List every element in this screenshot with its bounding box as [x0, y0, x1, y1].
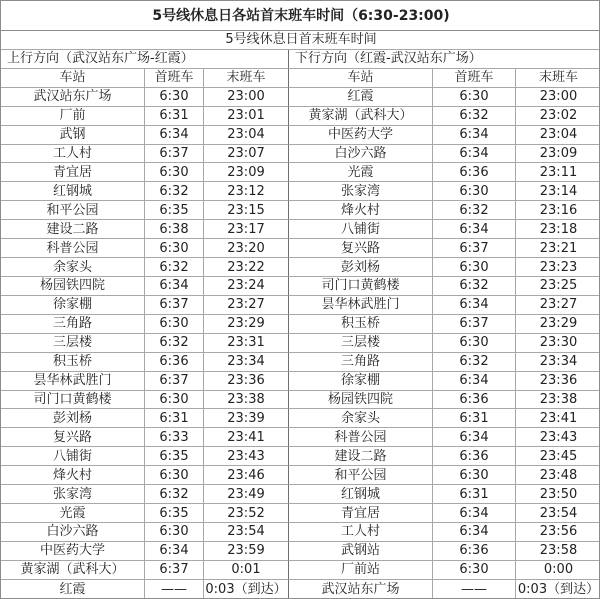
up-station-cell: 张家湾 [1, 485, 145, 504]
up-station-cell: 武钢 [1, 126, 145, 145]
down-station-cell: 光霞 [289, 163, 433, 182]
up-first-train-cell: 6:30 [145, 239, 204, 258]
down-station-cell: 徐家棚 [289, 372, 433, 391]
down-first-train-cell: 6:36 [433, 163, 516, 182]
up-station-header: 车站 [1, 69, 145, 88]
up-station-cell: 和平公园 [1, 201, 145, 220]
down-station-cell: 红霞 [289, 88, 433, 107]
up-first-train-cell: —— [145, 580, 204, 599]
up-first-train-cell: 6:32 [145, 182, 204, 201]
down-last-train-cell: 23:25 [516, 277, 600, 296]
up-last-train-cell: 23:04 [204, 126, 289, 145]
up-first-train-cell: 6:30 [145, 163, 204, 182]
up-station-cell: 工人村 [1, 145, 145, 164]
up-station-cell: 厂前 [1, 107, 145, 126]
down-last-train-cell: 23:54 [516, 504, 600, 523]
down-first-train-cell: 6:34 [433, 220, 516, 239]
up-station-cell: 青宜居 [1, 163, 145, 182]
down-station-cell: 八铺街 [289, 220, 433, 239]
up-first-train-cell: 6:32 [145, 258, 204, 277]
down-last-train-cell: 23:58 [516, 542, 600, 561]
up-last-train-header: 末班车 [204, 69, 289, 88]
table-subtitle: 5号线休息日首末班车时间 [1, 31, 600, 50]
up-first-train-cell: 6:30 [145, 88, 204, 107]
down-first-train-cell: 6:34 [433, 126, 516, 145]
up-last-train-cell: 23:01 [204, 107, 289, 126]
up-station-cell: 建设二路 [1, 220, 145, 239]
down-first-train-cell: —— [433, 580, 516, 599]
down-last-train-cell: 23:21 [516, 239, 600, 258]
up-station-cell: 中医药大学 [1, 542, 145, 561]
down-station-cell: 和平公园 [289, 466, 433, 485]
up-first-train-cell: 6:35 [145, 201, 204, 220]
down-last-train-cell: 23:48 [516, 466, 600, 485]
down-first-train-cell: 6:32 [433, 201, 516, 220]
down-last-train-cell: 23:23 [516, 258, 600, 277]
down-first-train-cell: 6:36 [433, 391, 516, 410]
down-last-train-cell: 23:16 [516, 201, 600, 220]
down-first-train-cell: 6:31 [433, 409, 516, 428]
down-last-train-cell: 23:04 [516, 126, 600, 145]
up-last-train-cell: 23:17 [204, 220, 289, 239]
down-first-train-cell: 6:32 [433, 277, 516, 296]
down-station-cell: 彭刘杨 [289, 258, 433, 277]
down-last-train-cell: 23:45 [516, 447, 600, 466]
up-station-cell: 黄家湖（武科大） [1, 561, 145, 580]
down-station-cell: 黄家湖（武科大） [289, 107, 433, 126]
down-last-train-cell: 23:41 [516, 409, 600, 428]
down-first-train-cell: 6:32 [433, 353, 516, 372]
up-last-train-cell: 23:20 [204, 239, 289, 258]
down-last-train-cell: 23:50 [516, 485, 600, 504]
down-last-train-cell: 23:38 [516, 391, 600, 410]
down-station-cell: 杨园铁四院 [289, 391, 433, 410]
up-last-train-cell: 23:49 [204, 485, 289, 504]
down-first-train-cell: 6:31 [433, 485, 516, 504]
down-station-cell: 烽火村 [289, 201, 433, 220]
up-station-cell: 八铺街 [1, 447, 145, 466]
down-station-cell: 青宜居 [289, 504, 433, 523]
down-last-train-cell: 23:18 [516, 220, 600, 239]
up-station-cell: 白沙六路 [1, 523, 145, 542]
down-last-train-cell: 23:14 [516, 182, 600, 201]
up-last-train-cell: 23:54 [204, 523, 289, 542]
down-station-cell: 工人村 [289, 523, 433, 542]
up-station-cell: 杨园铁四院 [1, 277, 145, 296]
up-station-cell: 司门口黄鹤楼 [1, 391, 145, 410]
up-first-train-cell: 6:30 [145, 391, 204, 410]
up-first-train-cell: 6:30 [145, 523, 204, 542]
up-first-train-cell: 6:32 [145, 334, 204, 353]
down-last-train-cell: 23:27 [516, 296, 600, 315]
up-first-train-cell: 6:30 [145, 466, 204, 485]
up-station-cell: 三角路 [1, 315, 145, 334]
down-station-cell: 余家头 [289, 409, 433, 428]
down-first-train-cell: 6:32 [433, 107, 516, 126]
up-first-train-header: 首班车 [145, 69, 204, 88]
up-first-train-cell: 6:37 [145, 145, 204, 164]
up-first-train-cell: 6:30 [145, 315, 204, 334]
down-last-train-cell: 23:09 [516, 145, 600, 164]
down-last-train-cell: 0:00 [516, 561, 600, 580]
up-first-train-cell: 6:32 [145, 485, 204, 504]
up-last-train-cell: 23:59 [204, 542, 289, 561]
down-first-train-cell: 6:30 [433, 334, 516, 353]
down-first-train-cell: 6:30 [433, 182, 516, 201]
up-station-cell: 余家头 [1, 258, 145, 277]
down-station-cell: 科普公园 [289, 428, 433, 447]
up-last-train-cell: 23:09 [204, 163, 289, 182]
up-first-train-cell: 6:35 [145, 447, 204, 466]
up-last-train-cell: 23:39 [204, 409, 289, 428]
up-station-cell: 红钢城 [1, 182, 145, 201]
down-first-train-header: 首班车 [433, 69, 516, 88]
up-last-train-cell: 23:24 [204, 277, 289, 296]
down-station-cell: 积玉桥 [289, 315, 433, 334]
up-last-train-cell: 23:29 [204, 315, 289, 334]
up-last-train-cell: 23:27 [204, 296, 289, 315]
down-station-cell: 建设二路 [289, 447, 433, 466]
up-station-cell: 武汉站东广场 [1, 88, 145, 107]
up-first-train-cell: 6:38 [145, 220, 204, 239]
down-first-train-cell: 6:34 [433, 296, 516, 315]
down-station-cell: 白沙六路 [289, 145, 433, 164]
down-station-cell: 三角路 [289, 353, 433, 372]
down-last-train-cell: 23:02 [516, 107, 600, 126]
up-first-train-cell: 6:37 [145, 561, 204, 580]
down-first-train-cell: 6:34 [433, 428, 516, 447]
down-first-train-cell: 6:30 [433, 466, 516, 485]
down-first-train-cell: 6:30 [433, 88, 516, 107]
up-last-train-cell: 23:38 [204, 391, 289, 410]
up-station-cell: 光霞 [1, 504, 145, 523]
up-first-train-cell: 6:37 [145, 372, 204, 391]
up-first-train-cell: 6:34 [145, 277, 204, 296]
down-first-train-cell: 6:34 [433, 523, 516, 542]
down-station-cell: 三层楼 [289, 334, 433, 353]
up-station-cell: 昙华林武胜门 [1, 372, 145, 391]
down-station-cell: 武钢站 [289, 542, 433, 561]
up-last-train-cell: 23:22 [204, 258, 289, 277]
down-last-train-cell: 23:56 [516, 523, 600, 542]
down-first-train-cell: 6:36 [433, 447, 516, 466]
down-station-cell: 厂前站 [289, 561, 433, 580]
up-direction-header: 上行方向（武汉站东广场-红霞） [1, 50, 289, 69]
up-first-train-cell: 6:36 [145, 353, 204, 372]
up-last-train-cell: 23:00 [204, 88, 289, 107]
down-station-cell: 中医药大学 [289, 126, 433, 145]
up-station-cell: 积玉桥 [1, 353, 145, 372]
up-last-train-cell: 23:41 [204, 428, 289, 447]
up-last-train-cell: 23:07 [204, 145, 289, 164]
down-first-train-cell: 6:37 [433, 239, 516, 258]
table-title: 5号线休息日各站首末班车时间（6:30-23:00) [1, 1, 600, 31]
down-first-train-cell: 6:36 [433, 542, 516, 561]
down-last-train-cell: 23:00 [516, 88, 600, 107]
up-last-train-cell: 23:34 [204, 353, 289, 372]
up-last-train-cell: 23:43 [204, 447, 289, 466]
down-station-cell: 司门口黄鹤楼 [289, 277, 433, 296]
down-station-cell: 昙华林武胜门 [289, 296, 433, 315]
up-station-cell: 三层楼 [1, 334, 145, 353]
up-station-cell: 烽火村 [1, 466, 145, 485]
down-direction-header: 下行方向（红霞-武汉站东广场） [289, 50, 600, 69]
up-station-cell: 科普公园 [1, 239, 145, 258]
down-station-cell: 武汉站东广场 [289, 580, 433, 599]
down-first-train-cell: 6:34 [433, 504, 516, 523]
down-station-cell: 红钢城 [289, 485, 433, 504]
down-first-train-cell: 6:30 [433, 258, 516, 277]
down-last-train-cell: 23:36 [516, 372, 600, 391]
up-first-train-cell: 6:35 [145, 504, 204, 523]
up-first-train-cell: 6:33 [145, 428, 204, 447]
up-station-cell: 复兴路 [1, 428, 145, 447]
down-last-train-cell: 23:34 [516, 353, 600, 372]
up-station-cell: 彭刘杨 [1, 409, 145, 428]
down-last-train-cell: 0:03（到达） [517, 581, 600, 597]
down-last-train-cell: 23:29 [516, 315, 600, 334]
up-last-train-cell: 0:01 [204, 561, 289, 580]
up-last-train-cell: 23:52 [204, 504, 289, 523]
up-first-train-cell: 6:34 [145, 542, 204, 561]
down-station-cell: 复兴路 [289, 239, 433, 258]
up-station-cell: 徐家棚 [1, 296, 145, 315]
down-first-train-cell: 6:34 [433, 372, 516, 391]
up-last-train-cell: 23:31 [204, 334, 289, 353]
up-first-train-cell: 6:34 [145, 126, 204, 145]
down-last-train-header: 末班车 [516, 69, 600, 88]
up-last-train-cell: 23:12 [204, 182, 289, 201]
up-station-cell: 红霞 [1, 580, 145, 599]
down-station-header: 车站 [289, 69, 433, 88]
down-first-train-cell: 6:30 [433, 561, 516, 580]
up-last-train-cell: 23:36 [204, 372, 289, 391]
up-first-train-cell: 6:31 [145, 409, 204, 428]
up-first-train-cell: 6:37 [145, 296, 204, 315]
down-last-train-cell: 23:11 [516, 163, 600, 182]
down-first-train-cell: 6:37 [433, 315, 516, 334]
down-first-train-cell: 6:34 [433, 145, 516, 164]
down-last-train-cell: 23:30 [516, 334, 600, 353]
down-last-train-cell: 23:43 [516, 428, 600, 447]
up-last-train-cell: 0:03（到达） [204, 580, 289, 599]
up-last-train-cell: 23:15 [204, 201, 289, 220]
down-station-cell: 张家湾 [289, 182, 433, 201]
up-last-train-cell: 23:46 [204, 466, 289, 485]
up-first-train-cell: 6:31 [145, 107, 204, 126]
